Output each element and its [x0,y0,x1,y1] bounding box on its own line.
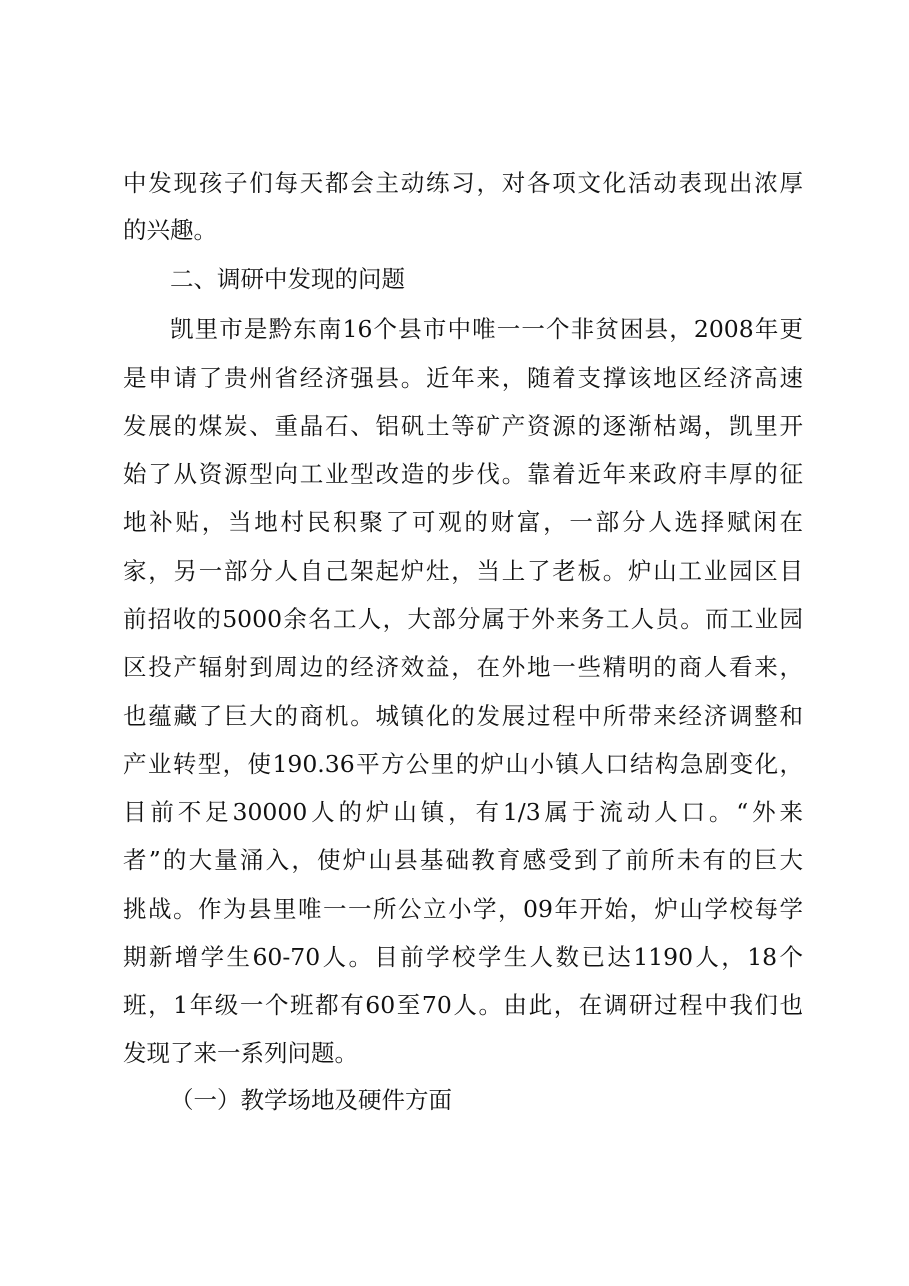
paragraph-line: 者”的大量涌入，使炉山县基础教育感受到了前所未有的巨大 [123,846,803,874]
paragraph-line: 地补贴，当地村民积聚了可观的财富，一部分人选择赋闲在 [123,508,803,536]
paragraph-line: 区投产辐射到周边的经济效益，在外地一些精明的商人看来， [123,653,803,681]
paragraph-line: 凯里市是黔东南16个县市中唯一一个非贫困县，2008年更 [170,315,803,343]
paragraph-line: 产业转型，使190.36平方公里的炉山小镇人口结构急剧变化， [123,750,803,778]
section-heading: 二、调研中发现的问题 [170,265,405,293]
paragraph-line: 班，1年级一个班都有60至70人。由此，在调研过程中我们也 [123,991,803,1019]
paragraph-line: 发展的煤炭、重晶石、铝矾土等矿产资源的逐渐枯竭，凯里开 [123,412,803,440]
paragraph-line: 挑战。作为县里唯一一所公立小学，09年开始，炉山学校每学 [123,895,803,923]
paragraph-line: 的兴趣。 [123,216,217,244]
subsection-heading: （一）教学场地及硬件方面 [170,1086,452,1114]
paragraph-line: 目前不足30000人的炉山镇，有1/3属于流动人口。“外来 [123,798,803,826]
paragraph-line: 期新增学生60-70人。目前学校学生人数已达1190人，18个 [123,943,803,971]
paragraph-line: 家，另一部分人自己架起炉灶，当上了老板。炉山工业园区目 [123,557,803,585]
paragraph-line: 发现了来一系列问题。 [123,1039,358,1067]
paragraph-line: 前招收的5000余名工人，大部分属于外来务工人员。而工业园 [123,605,803,633]
paragraph-line: 也蕴藏了巨大的商机。城镇化的发展过程中所带来经济调整和 [123,702,803,730]
paragraph-line: 中发现孩子们每天都会主动练习，对各项文化活动表现出浓厚 [123,169,803,197]
paragraph-line: 是申请了贵州省经济强县。近年来，随着支撑该地区经济高速 [123,364,803,392]
paragraph-line: 始了从资源型向工业型改造的步伐。靠着近年来政府丰厚的征 [123,460,803,488]
